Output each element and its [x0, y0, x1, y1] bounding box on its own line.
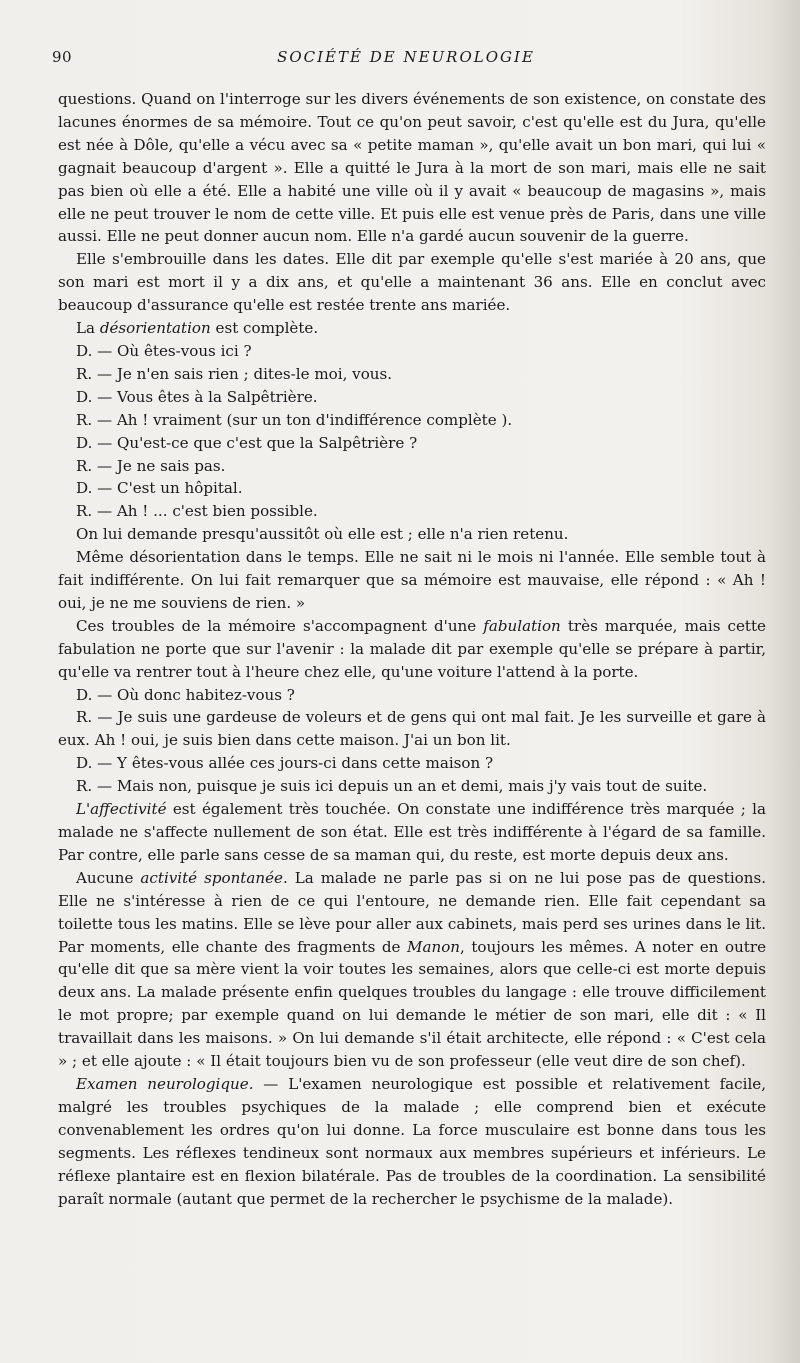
paragraph: Ces troubles de la mémoire s'accompagnent d'une fabulation très marquée, mais cette fabulation ne porte que sur l'avenir : la malade dit par exemple qu'elle se prépare à partir, qu'elle va rentrer tout à l'heure chez elle, qu'une voiture l'attend à la porte. — [58, 616, 766, 681]
dialogue-line: R. — Ah ! vraiment (sur un ton d'indifférence complète ). — [76, 410, 513, 429]
paragraph: Même désorientation dans le temps. Elle ne sait ni le mois ni l'année. Elle semble tout à fait indifférente. On lui fait remarquer que sa mémoire est mauvaise, elle répond : « Ah ! oui, je ne me souviens de rien. » — [58, 548, 766, 612]
dialogue-line: R. — Je n'en sais rien ; dites-le moi, vous. — [76, 364, 393, 383]
page-header — [52, 48, 760, 70]
dialogue-line: R. — Je ne sais pas. — [76, 456, 226, 475]
dialogue-line: D. — Où donc habitez-vous ? — [76, 685, 295, 704]
dialogue-block — [58, 684, 766, 707]
dialogue-line: R. — Mais non, puisque je suis ici depuis un an et demi, mais j'y vais tout de suite. — [76, 777, 708, 796]
dialogue-block — [58, 752, 766, 798]
dialogue-line: D. — C'est un hôpital. — [76, 479, 243, 498]
paragraph: La désorientation est complète. — [76, 319, 319, 338]
running-title: SOCIÉTÉ DE NEUROLOGIE — [277, 48, 535, 66]
paragraph: Aucune activité spontanée. La malade ne parle pas si on ne lui pose pas de questions. Elle ne s'intéresse à rien de ce qui l'entoure, ne demande rien. Elle fait cependant sa toilette tous les matins. Elle se lève pour aller aux cabinets, mais perd ses urines dans le lit. Par moments, elle chante des fragments de Manon, toujours les mêmes. A noter en outre qu'elle dit que sa mère vient la voir toutes les semaines, alors que celle-ci est morte depuis deux ans. La malade présente enfin quelques troubles du langage : elle trouve difficilement le mot propre; par exemple quand on lui demande le métier de son mari, elle dit : « Il travaillait dans les maisons. » On lui demande s'il était architecte, elle répond : « C'est cela » ; et elle ajoute : « Il était toujours bien vu de son professeur (elle veut dire de son chef). — [58, 868, 767, 1071]
dialogue-line: D. — Vous êtes à la Salpêtrière. — [76, 387, 318, 406]
dialogue-block — [58, 340, 766, 523]
dialogue-paragraph: R. — Je suis une gardeuse de voleurs et de gens qui ont mal fait. Je les surveille et gare à eux. Ah ! oui, je suis bien dans cette maison. J'ai un bon lit. — [58, 708, 766, 750]
dialogue-line: D. — Qu'est-ce que c'est que la Salpêtrière ? — [76, 433, 418, 452]
body-text — [58, 88, 766, 1210]
paragraph: questions. Quand on l'interroge sur les divers événements de son existence, on constate des lacunes énormes de sa mémoire. Tout ce qu'on peut savoir, c'est qu'elle est du Jura, qu'elle est née à Dôle, qu'elle a vécu avec sa « petite maman », qu'elle avait un bon mari, qui lui « gagnait beaucoup d'argent ». Elle a quitté le Jura à la mort de son mari, mais elle ne sait pas bien où elle a été. Elle a habité une ville où il y avait « beaucoup de magasins », mais elle ne peut trouver le nom de cette ville. Et puis elle est venue près de Paris, dans une ville aussi. Elle ne peut donner aucun nom. Elle n'a gardé aucun souvenir de la guerre. — [58, 90, 766, 246]
dialogue-line: D. — Où êtes-vous ici ? — [76, 341, 252, 360]
paragraph: Elle s'embrouille dans les dates. Elle dit par exemple qu'elle s'est mariée à 20 ans, que son mari est mort il y a dix ans, et qu'elle a maintenant 36 ans. Elle en conclut avec beaucoup d'assurance qu'elle est restée trente ans mariée. — [58, 250, 766, 315]
paragraph: On lui demande presqu'aussitôt où elle est ; elle n'a rien retenu. — [76, 525, 569, 544]
dialogue-line: R. — Ah ! ... c'est bien possible. — [76, 502, 318, 521]
paragraph: L'affectivité est également très touchée. On constate une indifférence très marquée ; la malade ne s'affecte nullement de son état. Elle est très indifférente à l'égard de sa famille. Par contre, elle parle sans cesse de sa maman qui, du reste, est morte depuis deux ans. — [58, 800, 766, 864]
paragraph: Examen neurologique. — L'examen neurologique est possible et relativement facile, malgré les troubles psychiques de la malade ; elle comprend bien et exécute convenablement les ordres qu'on lui donne. La force musculaire est bonne dans tous les segments. Les réflexes tendineux sont normaux aux membres supérieurs et inférieurs. Le réflexe plantaire est en flexion bilatérale. Pas de troubles de la coordination. La sensibilité paraît normale (autant que permet de la rechercher le psychisme de la malade). — [58, 1074, 766, 1208]
dialogue-line: D. — Y êtes-vous allée ces jours-ci dans cette maison ? — [76, 754, 494, 773]
page-number: 90 — [52, 48, 73, 66]
